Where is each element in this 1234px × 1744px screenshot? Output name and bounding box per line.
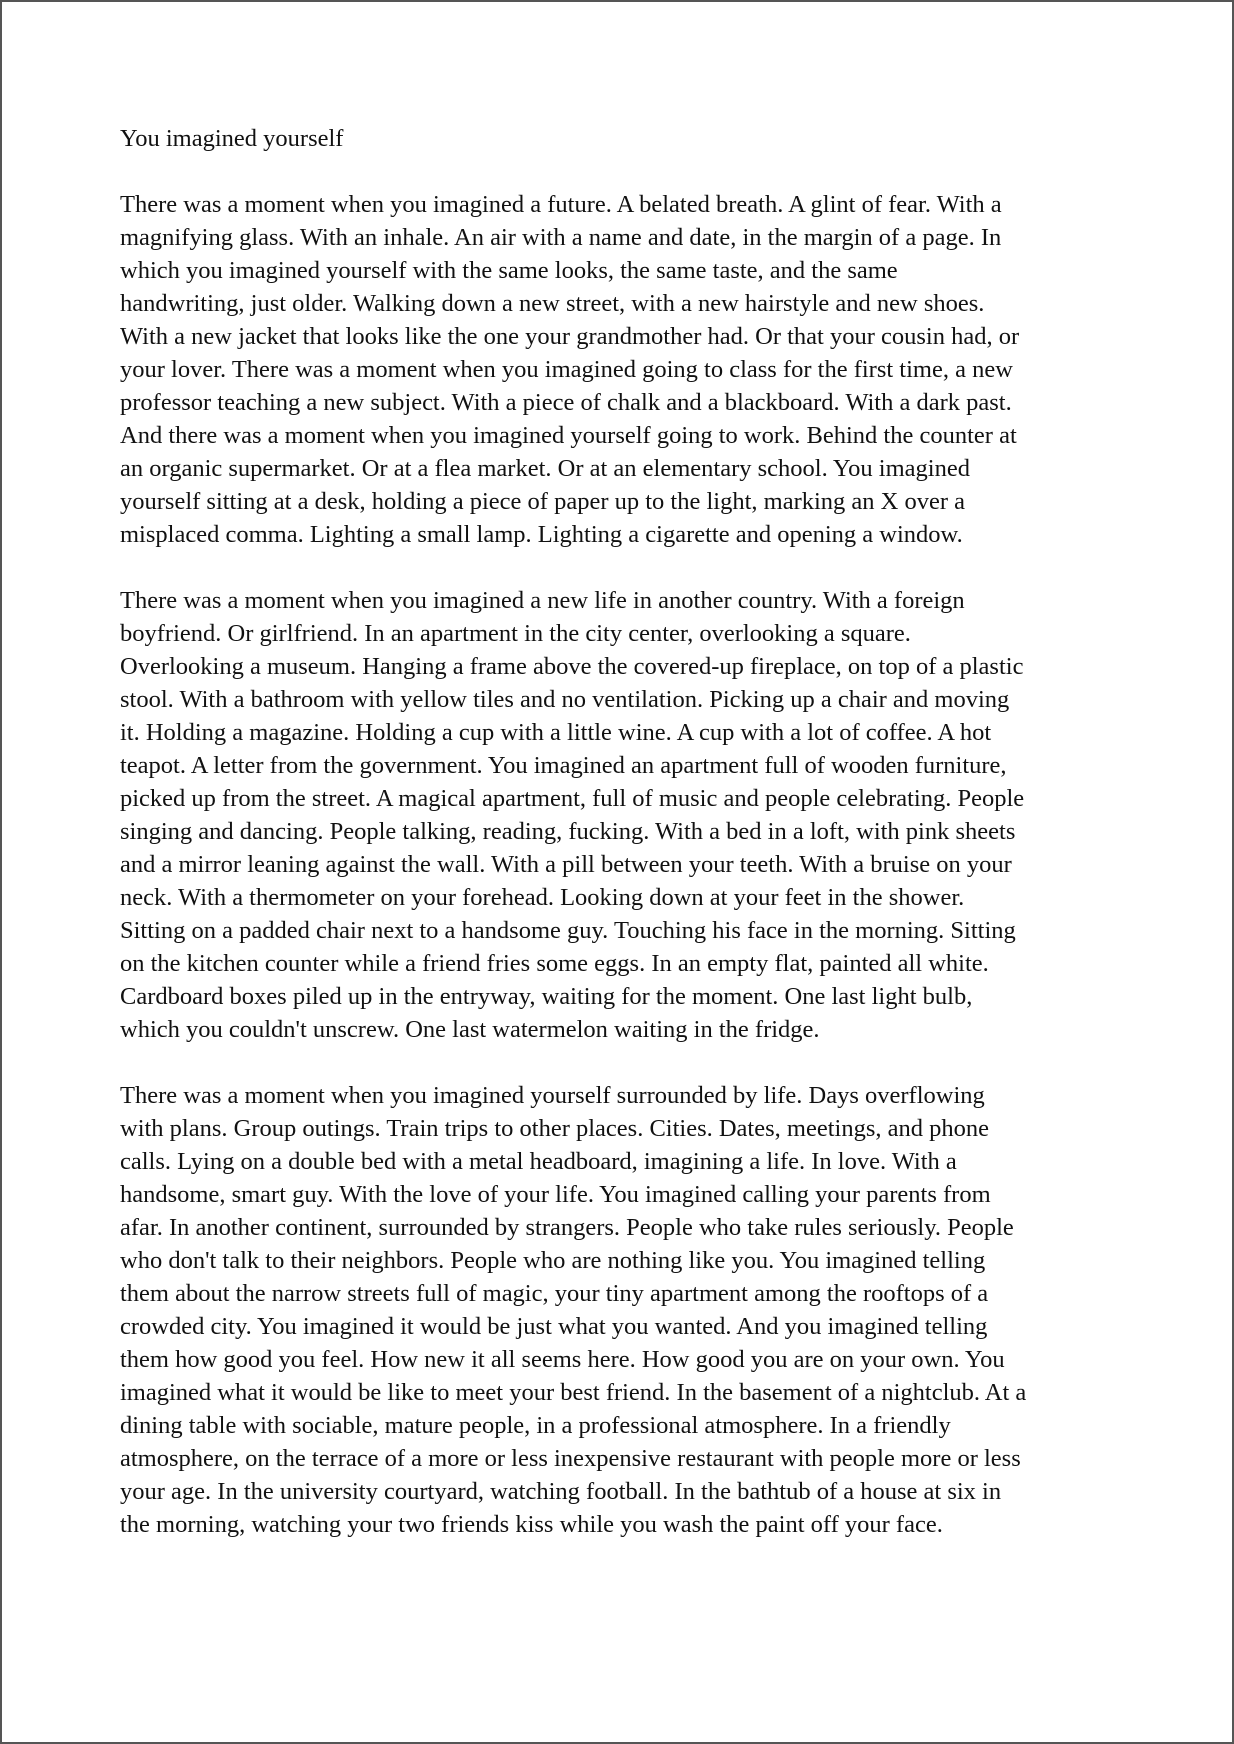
text-line: with plans. Group outings. Train trips to other places. Cities. Dates, meetings, and phone [120, 1115, 989, 1142]
text-line: boyfriend. Or girlfriend. In an apartment in the city center, overlooking a square. [120, 620, 911, 647]
text-line: who don't talk to their neighbors. People who are nothing like you. You imagined telling [120, 1247, 986, 1274]
text-line: an organic supermarket. Or at a flea market. Or at an elementary school. You imagined [120, 455, 970, 482]
text-line: imagined what it would be like to meet your best friend. In the basement of a nightclub. At a [120, 1379, 1027, 1406]
text-line: the morning, watching your two friends kiss while you wash the paint off your face. [120, 1511, 943, 1538]
text-line: And there was a moment when you imagined yourself going to work. Behind the counter at [120, 422, 1017, 449]
text-line: magnifying glass. With an inhale. An air with a name and date, in the margin of a page. In [120, 224, 1002, 251]
text-line: neck. With a thermometer on your forehead. Looking down at your feet in the shower. [120, 884, 965, 911]
text-line: them how good you feel. How new it all seems here. How good you are on your own. You [120, 1346, 1005, 1373]
text-line: There was a moment when you imagined yourself surrounded by life. Days overflowing [120, 1082, 985, 1109]
text-line: Overlooking a museum. Hanging a frame above the covered-up fireplace, on top of a plastic [120, 653, 1024, 680]
text-line: teapot. A letter from the government. You imagined an apartment full of wooden furniture, [120, 752, 1007, 779]
text-line: There was a moment when you imagined a future. A belated breath. A glint of fear. With a [120, 191, 1002, 218]
text-line: Sitting on a padded chair next to a handsome guy. Touching his face in the morning. Sitting [120, 917, 1016, 944]
text-line: crowded city. You imagined it would be just what you wanted. And you imagined telling [120, 1313, 988, 1340]
text-line: dining table with sociable, mature people, in a professional atmosphere. In a friendly [120, 1412, 951, 1439]
paragraph-3 [120, 1079, 1120, 1541]
document-title: You imagined yourself [120, 125, 344, 152]
text-line: Cardboard boxes piled up in the entryway, waiting for the moment. One last light bulb, [120, 983, 973, 1010]
text-line: singing and dancing. People talking, reading, fucking. With a bed in a loft, with pink sheets [120, 818, 1016, 845]
text-line: and a mirror leaning against the wall. With a pill between your teeth. With a bruise on your [120, 851, 1012, 878]
text-line: which you couldn't unscrew. One last watermelon waiting in the fridge. [120, 1016, 820, 1043]
paragraph-1 [120, 188, 1120, 551]
text-line: picked up from the street. A magical apartment, full of music and people celebrating. People [120, 785, 1025, 812]
paragraph-2 [120, 584, 1120, 1046]
text-line: your lover. There was a moment when you imagined going to class for the first time, a new [120, 356, 1013, 383]
text-line: There was a moment when you imagined a new life in another country. With a foreign [120, 587, 965, 614]
text-line: handwriting, just older. Walking down a new street, with a new hairstyle and new shoes. [120, 290, 985, 317]
text-line: afar. In another continent, surrounded by strangers. People who take rules seriously. People [120, 1214, 1014, 1241]
text-line: it. Holding a magazine. Holding a cup with a little wine. A cup with a lot of coffee. A hot [120, 719, 992, 746]
text-line: stool. With a bathroom with yellow tiles and no ventilation. Picking up a chair and moving [120, 686, 1010, 713]
text-line: atmosphere, on the terrace of a more or less inexpensive restaurant with people more or less [120, 1445, 1021, 1472]
text-line: handsome, smart guy. With the love of your life. You imagined calling your parents from [120, 1181, 991, 1208]
text-line: them about the narrow streets full of magic, your tiny apartment among the rooftops of a [120, 1280, 989, 1307]
text-line: which you imagined yourself with the same looks, the same taste, and the same [120, 257, 898, 284]
text-line: yourself sitting at a desk, holding a piece of paper up to the light, marking an X over a [120, 488, 966, 515]
text-line: calls. Lying on a double bed with a metal headboard, imagining a life. In love. With a [120, 1148, 957, 1175]
text-line: your age. In the university courtyard, watching football. In the bathtub of a house at six in [120, 1478, 1002, 1505]
text-line: misplaced comma. Lighting a small lamp. Lighting a cigarette and opening a window. [120, 521, 963, 548]
text-line: on the kitchen counter while a friend fries some eggs. In an empty flat, painted all white. [120, 950, 989, 977]
text-line: With a new jacket that looks like the one your grandmother had. Or that your cousin had, or [120, 323, 1020, 350]
document-body [120, 122, 1120, 1574]
text-line: professor teaching a new subject. With a piece of chalk and a blackboard. With a dark past. [120, 389, 1012, 416]
